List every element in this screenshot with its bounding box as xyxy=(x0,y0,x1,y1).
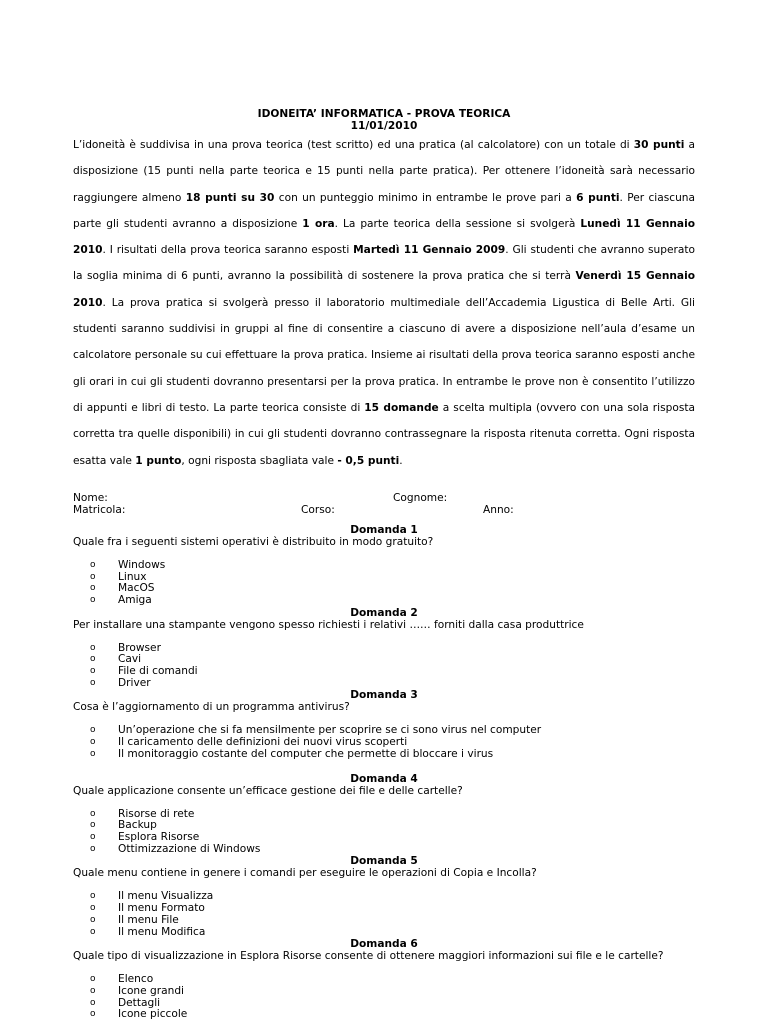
answer-option xyxy=(73,560,695,572)
answer-option-label: Elenco xyxy=(118,973,154,986)
circle-bullet-icon: o xyxy=(90,666,96,677)
answer-options xyxy=(73,974,695,1021)
question-heading: Domanda 1 xyxy=(350,523,418,536)
circle-bullet-icon: o xyxy=(90,985,96,996)
answer-option xyxy=(73,844,695,856)
answer-option-label: Il menu Modifica xyxy=(118,925,206,938)
circle-bullet-icon: o xyxy=(90,914,96,925)
circle-bullet-icon: o xyxy=(90,677,96,688)
question-block xyxy=(73,689,695,772)
intro-text: a scelta multipla (ovvero con una sola risposta corretta tra quelle disponibili) in cui gli studenti dovranno contrassegnare la risposta ritenuta corretta. Ogni risposta esatta vale xyxy=(73,401,695,467)
answer-option-label: Driver xyxy=(118,676,151,689)
answer-options xyxy=(73,643,695,690)
intro-paragraph xyxy=(73,132,695,474)
intro-bold-text: 30 punti xyxy=(633,139,685,151)
answer-option-label: Il menu Formato xyxy=(118,902,205,915)
question-text: Quale menu contiene in genere i comandi per eseguire le operazioni di Copia e Incolla? xyxy=(73,867,537,880)
circle-bullet-icon: o xyxy=(90,843,96,854)
answer-option-label: Amiga xyxy=(118,593,152,606)
intro-text: . La prova pratica si svolgerà presso il laboratorio multimediale dell’Accademia Ligustica di Belle Arti. Gli studenti saranno suddivisi in gruppi al fine di consentire a ciascuno di avere a disposizione nell’aula d’esame un calcolatore personale su cui effettuare la prova pratica. Insieme ai risultati della prova teorica saranno esposti anche gli orari in cui gli studenti dovranno presentarsi per la prova pratica. In entrambe le prove non è consentito l’utilizzo di appunti e libri di testo. La parte teorica consiste di xyxy=(73,296,695,414)
answer-option xyxy=(73,678,695,690)
answer-option-label: File di comandi xyxy=(118,665,198,678)
answer-option xyxy=(73,749,695,761)
circle-bullet-icon: o xyxy=(90,642,96,653)
answer-option xyxy=(73,572,695,584)
answer-option-label: Il monitoraggio costante del computer che permette di bloccare i virus xyxy=(118,747,494,760)
question-text: Cosa è l’aggiornamento di un programma antivirus? xyxy=(73,701,350,714)
circle-bullet-icon: o xyxy=(90,832,96,842)
answer-option-label: Dettagli xyxy=(118,996,161,1009)
answer-options xyxy=(73,809,695,856)
circle-bullet-icon: o xyxy=(90,748,96,759)
intro-text: a disposizione (15 punti nella parte teorica e 15 punti nella parte pratica). Per ottenere l’idoneità sarà necessario raggiungere almeno xyxy=(73,139,696,204)
answer-option-label: Risorse di rete xyxy=(118,807,195,820)
intro-bold-text: 6 punti xyxy=(576,191,620,204)
answer-option-label: Icone grandi xyxy=(118,984,184,997)
intro-bold-text: Venerdì 15 Gennaio 2010 xyxy=(73,270,695,309)
intro-bold-text: 18 punti su 30 xyxy=(185,191,275,204)
student-fields xyxy=(73,492,695,518)
answer-option-label: Il menu Visualizza xyxy=(118,890,214,903)
question-block xyxy=(73,607,695,690)
answer-option-label: Windows xyxy=(118,558,166,571)
intro-text: . I risultati della prova teorica saranno esposti xyxy=(102,244,354,257)
intro-bold-text: - 0,5 punti xyxy=(337,454,400,467)
answer-option xyxy=(73,927,695,939)
answer-option-label: Un’operazione che si fa mensilmente per scoprire se ci sono virus nel computer xyxy=(118,724,542,737)
intro-text: . Per ciascuna parte gli studenti avranno a disposizione xyxy=(73,191,695,230)
circle-bullet-icon: o xyxy=(90,737,96,748)
corso-label: Corso: xyxy=(301,503,335,516)
answer-options xyxy=(73,725,695,760)
circle-bullet-icon: o xyxy=(90,559,96,570)
intro-text: con un punteggio minimo in entrambe le prove pari a xyxy=(274,191,577,204)
circle-bullet-icon: o xyxy=(90,654,96,665)
question-heading: Domanda 2 xyxy=(350,606,418,619)
intro-bold-text: Martedì 11 Gennaio 2009 xyxy=(353,244,506,257)
intro-text: . Gli studenti che avranno superato la soglia minima di 6 punti, avranno la possibilità di sostenere la prova pratica che si terrà xyxy=(73,244,695,283)
answer-option-label: Cavi xyxy=(118,653,142,666)
question-block xyxy=(73,855,695,938)
question-heading: Domanda 3 xyxy=(350,689,418,702)
intro-bold-text: 15 domande xyxy=(364,401,439,414)
question-block xyxy=(73,524,695,607)
question-heading: Domanda 5 xyxy=(350,855,418,868)
circle-bullet-icon: o xyxy=(90,997,96,1008)
answer-option-label: Il caricamento delle definizioni dei nuovi virus scoperti xyxy=(118,736,408,749)
answer-option-label: MacOS xyxy=(118,582,155,595)
question-text: Quale fra i seguenti sistemi operativi è distribuito in modo gratuito? xyxy=(73,535,434,548)
circle-bullet-icon: o xyxy=(90,820,96,831)
intro-text: . xyxy=(399,454,403,467)
answer-option xyxy=(73,595,695,607)
circle-bullet-icon: o xyxy=(90,583,96,594)
answer-option xyxy=(73,1009,695,1021)
circle-bullet-icon: o xyxy=(90,974,96,985)
circle-bullet-icon: o xyxy=(90,891,96,902)
question-text: Per installare una stampante vengono spesso richiesti i relativi …… forniti dalla casa produttrice xyxy=(73,618,584,631)
answer-option xyxy=(73,986,695,998)
intro-bold-text: 1 ora xyxy=(302,217,335,230)
document-page xyxy=(73,108,695,1021)
circle-bullet-icon: o xyxy=(90,808,96,819)
circle-bullet-icon: o xyxy=(90,926,96,937)
question-heading: Domanda 4 xyxy=(350,772,418,785)
answer-option-label: Linux xyxy=(118,570,147,583)
nome-label: Nome: xyxy=(73,491,108,504)
anno-label: Anno: xyxy=(483,503,514,516)
intro-text: L’idoneità è suddivisa in una prova teorica (test scritto) ed una pratica (al calcolatore) con un totale di xyxy=(73,139,634,151)
matricola-label: Matricola: xyxy=(73,503,126,516)
answer-option-label: Esplora Risorse xyxy=(118,831,200,843)
answer-option xyxy=(73,583,695,595)
answer-option xyxy=(73,643,695,655)
questions-list xyxy=(73,524,695,1021)
intro-text: . La parte teorica della sessione si svolgerà xyxy=(334,217,581,230)
answer-option xyxy=(73,666,695,678)
answer-option-label: Icone piccole xyxy=(118,1008,188,1021)
question-text: Quale applicazione consente un’efficace gestione dei file e delle cartelle? xyxy=(73,784,463,797)
circle-bullet-icon: o xyxy=(90,1009,96,1020)
document-date: 11/01/2010 xyxy=(350,120,418,132)
answer-option-label: Ottimizzazione di Windows xyxy=(118,842,261,855)
intro-bold-text: Lunedì 11 Gennaio 2010 xyxy=(73,217,695,257)
question-heading: Domanda 6 xyxy=(350,938,418,951)
circle-bullet-icon: o xyxy=(90,903,96,914)
question-block xyxy=(73,938,695,1021)
intro-text: , ogni risposta sbagliata vale xyxy=(181,454,338,467)
answer-options xyxy=(73,560,695,607)
document-title: IDONEITA’ INFORMATICA - PROVA TEORICA xyxy=(257,108,511,120)
circle-bullet-icon: o xyxy=(90,725,96,736)
circle-bullet-icon: o xyxy=(90,571,96,582)
question-block xyxy=(73,773,695,856)
intro-bold-text: 1 punto xyxy=(135,454,182,467)
circle-bullet-icon: o xyxy=(90,594,96,605)
answer-option-label: Backup xyxy=(118,819,157,832)
answer-option xyxy=(73,809,695,821)
answer-options xyxy=(73,891,695,938)
answer-option-label: Browser xyxy=(118,641,161,654)
cognome-label: Cognome: xyxy=(393,491,448,504)
question-text: Quale tipo di visualizzazione in Esplora Risorse consente di ottenere maggiori informazioni sui file e le cartelle? xyxy=(73,950,664,963)
answer-option-label: Il menu File xyxy=(118,913,179,926)
